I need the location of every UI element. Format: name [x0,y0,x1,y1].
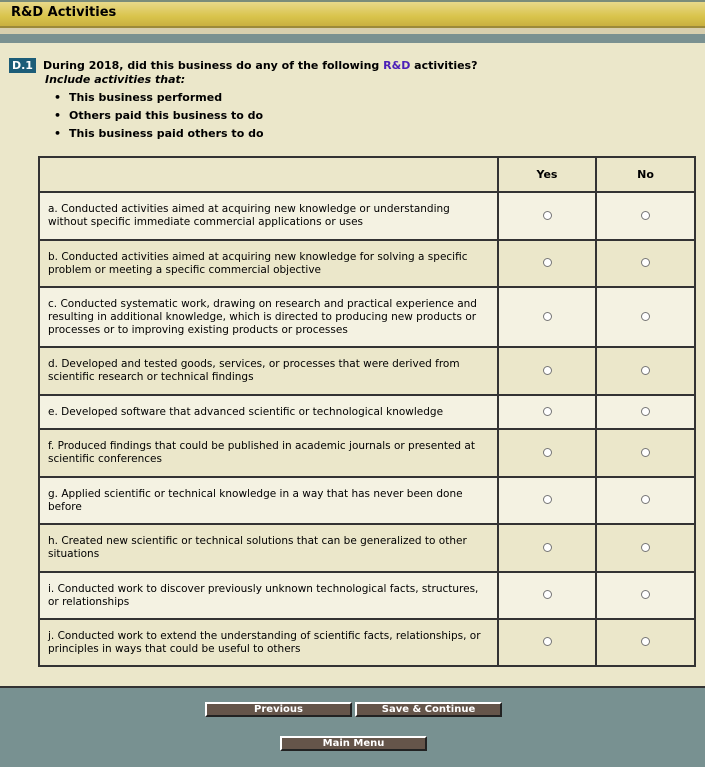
no-radio[interactable] [641,407,650,416]
table-row [39,429,695,477]
no-radio[interactable] [641,448,650,457]
activity-label: d. Developed and tested goods, services, or processes that were derived from scientific research or technical findings [39,347,498,395]
no-cell [596,192,695,240]
include-label: Include activities that: [45,73,186,86]
no-radio[interactable] [641,366,650,375]
activity-label: e. Developed software that advanced scientific or technological knowledge [39,395,498,429]
activity-label: a. Conducted activities aimed at acquiring new knowledge or understanding without specific immediate commercial applications or uses [39,192,498,240]
yes-radio[interactable] [543,407,552,416]
no-radio[interactable] [641,637,650,646]
yes-radio[interactable] [543,590,552,599]
question-text-start: During 2018, did this business do any of the following [43,59,384,72]
table-row [39,395,695,429]
activity-label: c. Conducted systematic work, drawing on research and practical experience and resulting in additional knowledge, which is directed to producing new products or processes or to improving existing products or processes [39,287,498,347]
table-row [39,240,695,287]
no-cell [596,395,695,429]
question-number: D.1 [9,58,36,73]
no-cell [596,429,695,477]
activities-table [38,156,696,667]
no-cell [596,524,695,572]
no-radio[interactable] [641,258,650,267]
column-header-activity [39,157,498,192]
rd-link[interactable]: R&D [383,59,411,72]
no-cell [596,240,695,287]
yes-cell [498,429,596,477]
section-title: R&D Activities [11,5,117,20]
no-radio[interactable] [641,312,650,321]
previous-button[interactable]: Previous [205,702,352,717]
yes-radio[interactable] [543,211,552,220]
table-row [39,477,695,524]
yes-cell [498,477,596,524]
bullet-item: • This business paid others to do [54,127,264,140]
yes-radio[interactable] [543,258,552,267]
column-header-yes: Yes [498,157,596,192]
activity-label: h. Created new scientific or technical solutions that can be generalized to other situations [39,524,498,572]
no-radio[interactable] [641,495,650,504]
no-cell [596,619,695,666]
save-continue-button[interactable]: Save & Continue [355,702,502,717]
yes-radio[interactable] [543,448,552,457]
yes-cell [498,347,596,395]
yes-radio[interactable] [543,366,552,375]
yes-cell [498,192,596,240]
yes-cell [498,619,596,666]
table-row [39,287,695,347]
activity-label: g. Applied scientific or technical knowledge in a way that has never been done before [39,477,498,524]
question-text [43,59,478,72]
main-menu-button[interactable]: Main Menu [280,736,427,751]
table-row [39,192,695,240]
no-cell [596,347,695,395]
activity-label: i. Conducted work to discover previously unknown technological facts, structures, or relationships [39,572,498,619]
yes-cell [498,524,596,572]
yes-radio[interactable] [543,637,552,646]
no-radio[interactable] [641,543,650,552]
yes-cell [498,572,596,619]
bullet-item: • Others paid this business to do [54,109,263,122]
table-row [39,347,695,395]
question-text-end: activities? [410,59,478,72]
activity-label: b. Conducted activities aimed at acquiring new knowledge for solving a specific problem or meeting a specific commercial objective [39,240,498,287]
table-row [39,572,695,619]
yes-radio[interactable] [543,543,552,552]
yes-radio[interactable] [543,495,552,504]
footer-bar [0,686,705,767]
yes-radio[interactable] [543,312,552,321]
table-row [39,619,695,666]
no-radio[interactable] [641,211,650,220]
activity-label: j. Conducted work to extend the understanding of scientific facts, relationships, or principles in ways that could be useful to others [39,619,498,666]
yes-cell [498,395,596,429]
activity-label: f. Produced findings that could be published in academic journals or presented at scientific conferences [39,429,498,477]
bullet-item: • This business performed [54,91,222,104]
yes-cell [498,287,596,347]
section-header [0,0,705,28]
table-row [39,524,695,572]
yes-cell [498,240,596,287]
no-cell [596,477,695,524]
no-cell [596,287,695,347]
no-cell [596,572,695,619]
no-radio[interactable] [641,590,650,599]
column-header-no: No [596,157,695,192]
divider [0,34,705,43]
